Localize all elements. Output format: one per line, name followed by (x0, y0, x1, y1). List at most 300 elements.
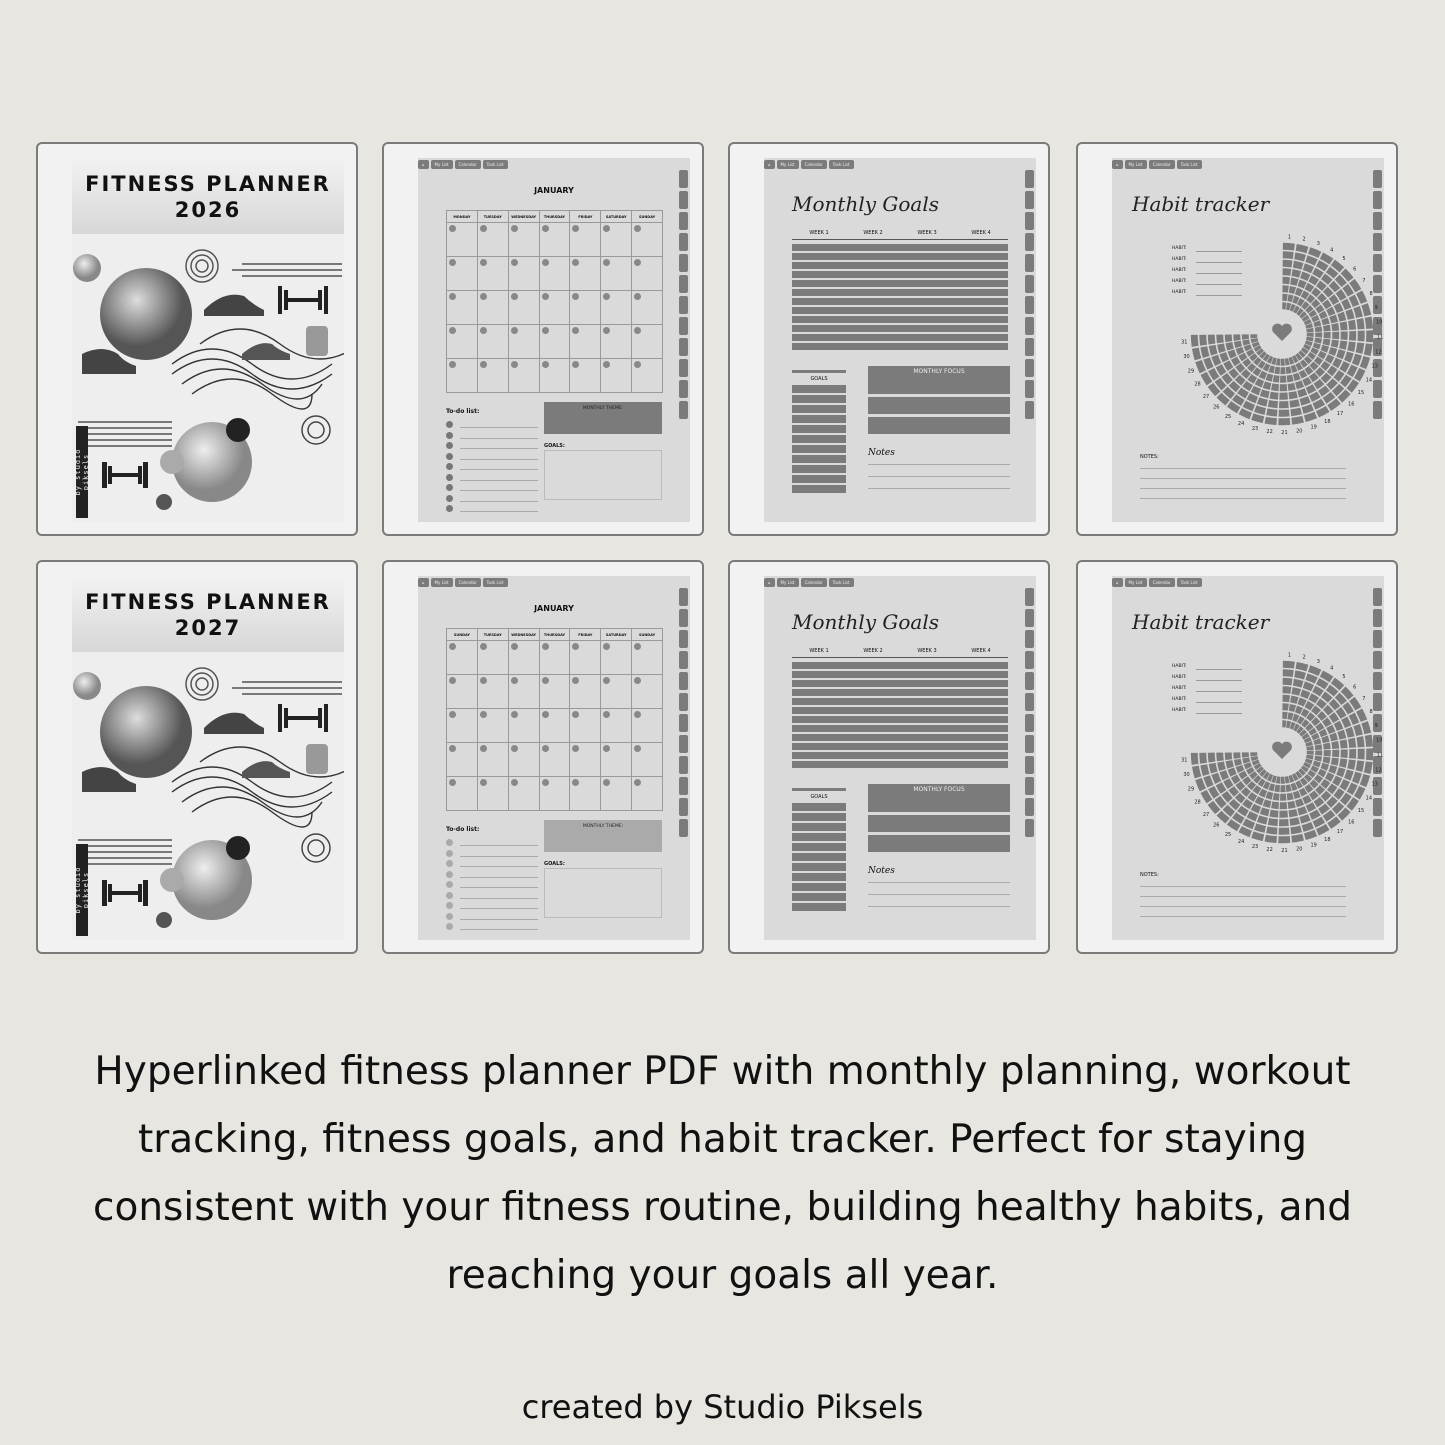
goal-row[interactable] (792, 465, 846, 473)
month-tab[interactable] (1025, 380, 1034, 398)
calendar-day-cell[interactable] (478, 325, 509, 359)
habit-cell[interactable] (1290, 696, 1298, 704)
habit-cell[interactable] (1255, 796, 1264, 805)
month-tab[interactable] (1025, 693, 1034, 711)
calendar-day-cell[interactable] (509, 359, 540, 393)
habit-cell[interactable] (1265, 417, 1277, 425)
habit-cell[interactable] (1281, 359, 1285, 366)
habit-cell[interactable] (1347, 759, 1355, 769)
monthly-goals-card-2027[interactable] (728, 560, 1050, 954)
habit-cell[interactable] (1296, 662, 1309, 671)
habit-cell[interactable] (1300, 272, 1310, 281)
goal-row[interactable] (792, 803, 846, 811)
cover-card-2027[interactable] (36, 560, 358, 954)
habit-cell[interactable] (1282, 703, 1288, 710)
checkbox-circle-icon[interactable] (446, 902, 453, 909)
habit-cell[interactable] (1282, 302, 1286, 309)
habit-cell[interactable] (1356, 760, 1365, 772)
calendar-day-cell[interactable] (570, 291, 601, 325)
habit-cell[interactable] (1274, 367, 1280, 374)
note-line[interactable] (1140, 468, 1346, 469)
habit-cell[interactable] (1280, 376, 1286, 383)
month-tab[interactable] (1025, 317, 1034, 335)
habit-cell[interactable] (1278, 836, 1290, 843)
habit-cell[interactable] (1289, 809, 1298, 817)
habit-cell[interactable] (1209, 345, 1218, 356)
my-list-nav-button[interactable]: My List (431, 578, 453, 587)
habit-cell[interactable] (1352, 772, 1362, 784)
month-tab[interactable] (1025, 212, 1034, 230)
calendar-day-cell[interactable] (570, 359, 601, 393)
habit-cell[interactable] (1208, 335, 1216, 345)
home-nav-button[interactable]: ⌂ (764, 578, 775, 587)
habit-cell[interactable] (1365, 735, 1373, 747)
weekly-goal-row[interactable] (792, 289, 1008, 296)
note-line[interactable] (868, 464, 1010, 465)
calendar-day-cell[interactable] (478, 743, 509, 777)
habit-cell[interactable] (1223, 360, 1233, 371)
goal-row[interactable] (792, 385, 846, 393)
habit-cell[interactable] (1305, 255, 1317, 265)
habit-cell[interactable] (1276, 776, 1281, 783)
habit-cell[interactable] (1279, 827, 1290, 834)
note-line[interactable] (1140, 478, 1346, 479)
habit-cell[interactable] (1291, 416, 1304, 425)
habit-cell[interactable] (1247, 393, 1258, 403)
goal-row[interactable] (792, 843, 846, 851)
habit-cell[interactable] (1279, 393, 1288, 400)
habit-cell[interactable] (1288, 383, 1296, 391)
habit-cell[interactable] (1191, 753, 1199, 765)
habit-cell[interactable] (1336, 349, 1345, 359)
month-tab[interactable] (679, 630, 688, 648)
checkbox-circle-icon[interactable] (446, 495, 453, 502)
habit-cell[interactable] (1314, 756, 1322, 762)
month-tab[interactable] (1025, 191, 1034, 209)
calendar-nav-button[interactable]: Calendar (455, 160, 481, 169)
habit-cell[interactable] (1287, 793, 1294, 801)
habit-cell[interactable] (1291, 269, 1301, 278)
calendar-day-cell[interactable] (447, 709, 478, 743)
goal-row[interactable] (792, 425, 846, 433)
habit-cell[interactable] (1279, 819, 1289, 826)
habit-cell[interactable] (1298, 698, 1307, 707)
habit-cell[interactable] (1321, 318, 1329, 326)
calendar-day-cell[interactable] (632, 675, 663, 709)
calendar-day-cell[interactable] (601, 675, 632, 709)
note-line[interactable] (868, 894, 1010, 895)
todo-item[interactable] (446, 838, 538, 848)
checkbox-circle-icon[interactable] (446, 474, 453, 481)
habit-cell[interactable] (1321, 736, 1329, 744)
habit-cell[interactable] (1191, 335, 1199, 347)
habit-cell[interactable] (1365, 317, 1373, 329)
habit-cell[interactable] (1263, 381, 1272, 390)
habit-cell[interactable] (1361, 303, 1371, 316)
habit-cell[interactable] (1289, 817, 1299, 825)
habit-cell[interactable] (1357, 749, 1364, 760)
habit-cell[interactable] (1251, 386, 1261, 396)
home-nav-button[interactable]: ⌂ (418, 578, 429, 587)
calendar-day-cell[interactable] (447, 777, 478, 811)
habit-tracker-card-2027[interactable] (1076, 560, 1398, 954)
habit-cell[interactable] (1279, 401, 1289, 408)
habit-cell[interactable] (1274, 785, 1280, 792)
month-tab[interactable] (679, 651, 688, 669)
my-list-nav-button[interactable]: My List (777, 160, 799, 169)
month-tab[interactable] (679, 338, 688, 356)
calendar-day-cell[interactable] (540, 325, 571, 359)
habit-cell[interactable] (1271, 383, 1279, 391)
goal-row[interactable] (792, 395, 846, 403)
checkbox-circle-icon[interactable] (446, 432, 453, 439)
habit-cell[interactable] (1280, 794, 1286, 801)
calendar-day-cell[interactable] (478, 223, 509, 257)
calendar-day-cell[interactable] (447, 291, 478, 325)
todo-item[interactable] (446, 849, 538, 859)
habit-cell[interactable] (1282, 285, 1288, 292)
habit-cell[interactable] (1332, 358, 1342, 368)
habit-cell[interactable] (1300, 396, 1311, 406)
habit-cell[interactable] (1280, 384, 1288, 391)
habit-cell[interactable] (1257, 815, 1268, 824)
habit-cell[interactable] (1295, 798, 1304, 807)
habit-cell[interactable] (1203, 775, 1213, 787)
habit-cell[interactable] (1315, 750, 1322, 755)
habit-cell[interactable] (1251, 831, 1264, 841)
weekly-goal-row[interactable] (792, 671, 1008, 678)
goals-box[interactable] (544, 868, 662, 918)
note-line[interactable] (868, 476, 1010, 477)
habit-cell[interactable] (1283, 695, 1291, 702)
calendar-day-cell[interactable] (570, 777, 601, 811)
habit-cell[interactable] (1226, 760, 1234, 768)
habit-cell[interactable] (1283, 251, 1294, 259)
month-tab[interactable] (1025, 819, 1034, 837)
goal-row[interactable] (792, 873, 846, 881)
habit-cell[interactable] (1348, 320, 1356, 330)
habit-cell[interactable] (1226, 342, 1234, 350)
habit-cell[interactable] (1254, 823, 1266, 832)
habit-cell[interactable] (1251, 804, 1261, 814)
checkbox-circle-icon[interactable] (446, 421, 453, 428)
month-tab[interactable] (679, 254, 688, 272)
month-tab[interactable] (1025, 630, 1034, 648)
habit-cell[interactable] (1282, 720, 1286, 727)
monthly-goals-card-2026[interactable] (728, 142, 1050, 536)
habit-cell[interactable] (1293, 261, 1304, 270)
calendar-day-cell[interactable] (478, 359, 509, 393)
month-tab[interactable] (1025, 714, 1034, 732)
habit-cell[interactable] (1296, 244, 1309, 253)
calendar-day-cell[interactable] (570, 641, 601, 675)
calendar-day-cell[interactable] (601, 359, 632, 393)
note-line[interactable] (868, 906, 1010, 907)
todo-item[interactable] (446, 922, 538, 932)
habit-cell[interactable] (1334, 303, 1344, 313)
calendar-day-cell[interactable] (509, 291, 540, 325)
habit-cell[interactable] (1329, 315, 1338, 324)
calendar-day-cell[interactable] (478, 777, 509, 811)
weekly-goal-row[interactable] (792, 262, 1008, 269)
habit-cell[interactable] (1340, 739, 1348, 748)
habit-cell[interactable] (1326, 725, 1335, 734)
habit-cell[interactable] (1303, 681, 1314, 691)
habit-cell[interactable] (1304, 830, 1317, 840)
calendar-day-cell[interactable] (632, 291, 663, 325)
habit-tracker-card-2026[interactable] (1076, 142, 1398, 536)
weekly-goal-row[interactable] (792, 343, 1008, 350)
month-tab[interactable] (1373, 609, 1382, 627)
todo-item[interactable] (446, 462, 538, 472)
habit-cell[interactable] (1328, 347, 1337, 356)
my-list-nav-button[interactable]: My List (1125, 578, 1147, 587)
calendar-day-cell[interactable] (447, 743, 478, 777)
habit-cell[interactable] (1332, 750, 1339, 758)
calendar-day-cell[interactable] (540, 257, 571, 291)
habit-cell[interactable] (1332, 332, 1339, 340)
todo-item[interactable] (446, 880, 538, 890)
habit-cell[interactable] (1283, 669, 1294, 677)
habit-cell[interactable] (1192, 766, 1201, 779)
checkbox-circle-icon[interactable] (446, 505, 453, 512)
calendar-day-cell[interactable] (447, 675, 478, 709)
habit-cell[interactable] (1315, 744, 1322, 750)
habit-cell[interactable] (1297, 388, 1307, 397)
month-tab[interactable] (679, 777, 688, 795)
habit-cell[interactable] (1289, 391, 1298, 399)
month-tab[interactable] (1025, 359, 1034, 377)
habit-cell[interactable] (1242, 339, 1250, 345)
habit-cell[interactable] (1345, 727, 1354, 738)
checkbox-circle-icon[interactable] (446, 839, 453, 846)
habit-cell[interactable] (1306, 384, 1316, 394)
calendar-day-cell[interactable] (509, 641, 540, 675)
checkbox-circle-icon[interactable] (446, 484, 453, 491)
month-tab[interactable] (1025, 170, 1034, 188)
habit-cell[interactable] (1242, 752, 1249, 757)
habit-cell[interactable] (1303, 263, 1314, 273)
habit-cell[interactable] (1352, 354, 1362, 366)
habit-cell[interactable] (1283, 243, 1295, 251)
focus-row[interactable] (868, 815, 1010, 832)
checkbox-circle-icon[interactable] (446, 850, 453, 857)
goal-row[interactable] (792, 903, 846, 911)
habit-cell[interactable] (1289, 399, 1299, 407)
habit-cell[interactable] (1266, 791, 1274, 799)
habit-cell[interactable] (1289, 286, 1296, 294)
habit-cell[interactable] (1344, 770, 1354, 781)
calendar-day-cell[interactable] (509, 325, 540, 359)
my-list-nav-button[interactable]: My List (431, 160, 453, 169)
habit-cell[interactable] (1337, 312, 1346, 322)
habit-cell[interactable] (1290, 278, 1298, 286)
weekly-goal-row[interactable] (792, 307, 1008, 314)
weekly-goal-row[interactable] (792, 707, 1008, 714)
checkbox-circle-icon[interactable] (446, 913, 453, 920)
habit-cell[interactable] (1268, 818, 1278, 826)
habit-cell[interactable] (1233, 334, 1240, 340)
calendar-nav-button[interactable]: Calendar (1149, 160, 1175, 169)
calendar-day-cell[interactable] (632, 709, 663, 743)
todo-item[interactable] (446, 473, 538, 483)
habit-cell[interactable] (1225, 753, 1232, 761)
habit-cell[interactable] (1356, 342, 1365, 354)
month-tab[interactable] (679, 380, 688, 398)
home-nav-button[interactable]: ⌂ (1112, 160, 1123, 169)
habit-cell[interactable] (1199, 335, 1207, 346)
weekly-goal-row[interactable] (792, 734, 1008, 741)
habit-cell[interactable] (1283, 260, 1293, 268)
todo-item[interactable] (446, 452, 538, 462)
habit-cell[interactable] (1228, 350, 1237, 359)
calendar-nav-button[interactable]: Calendar (1149, 578, 1175, 587)
habit-cell[interactable] (1332, 776, 1342, 786)
habit-cell[interactable] (1302, 822, 1314, 832)
habit-cell[interactable] (1269, 392, 1278, 400)
todo-item[interactable] (446, 431, 538, 441)
habit-cell[interactable] (1341, 331, 1348, 340)
habit-cell[interactable] (1276, 358, 1281, 365)
habit-cell[interactable] (1323, 325, 1331, 332)
habit-cell[interactable] (1315, 332, 1322, 337)
habit-cell[interactable] (1289, 704, 1296, 712)
month-tab[interactable] (1025, 672, 1034, 690)
habit-cell[interactable] (1266, 826, 1277, 834)
task-list-nav-button[interactable]: Task List (829, 578, 854, 587)
habit-cell[interactable] (1323, 743, 1331, 750)
calendar-day-cell[interactable] (570, 675, 601, 709)
calendar-card-2026[interactable] (382, 142, 704, 536)
calendar-day-cell[interactable] (540, 743, 571, 777)
habit-cell[interactable] (1348, 738, 1356, 748)
calendar-day-cell[interactable] (570, 743, 601, 777)
habit-cell[interactable] (1344, 352, 1354, 363)
habit-cell[interactable] (1233, 752, 1240, 758)
habit-cell[interactable] (1250, 334, 1257, 338)
note-line[interactable] (1140, 498, 1346, 499)
habit-cell[interactable] (1349, 749, 1356, 759)
weekly-goal-row[interactable] (792, 743, 1008, 750)
goal-row[interactable] (792, 475, 846, 483)
calendar-day-cell[interactable] (601, 777, 632, 811)
habit-cell[interactable] (1223, 778, 1233, 789)
calendar-day-cell[interactable] (601, 291, 632, 325)
checkbox-circle-icon[interactable] (446, 860, 453, 867)
calendar-day-cell[interactable] (447, 223, 478, 257)
habit-cell[interactable] (1341, 299, 1351, 310)
goal-row[interactable] (792, 445, 846, 453)
note-line[interactable] (1140, 488, 1346, 489)
calendar-day-cell[interactable] (447, 257, 478, 291)
calendar-day-cell[interactable] (601, 325, 632, 359)
focus-row[interactable] (868, 377, 1010, 394)
habit-cell[interactable] (1286, 366, 1292, 374)
note-line[interactable] (1140, 896, 1346, 897)
habit-cell[interactable] (1331, 323, 1339, 331)
habit-cell[interactable] (1323, 757, 1331, 764)
habit-cell[interactable] (1306, 328, 1313, 333)
month-tab[interactable] (1025, 609, 1034, 627)
habit-cell[interactable] (1328, 765, 1337, 774)
todo-item[interactable] (446, 891, 538, 901)
habit-cell[interactable] (1329, 733, 1338, 742)
month-tab[interactable] (1025, 735, 1034, 753)
calendar-day-cell[interactable] (540, 709, 571, 743)
calendar-day-cell[interactable] (540, 223, 571, 257)
habit-cell[interactable] (1315, 326, 1322, 332)
month-tab[interactable] (1373, 170, 1382, 188)
habit-cell[interactable] (1287, 712, 1293, 720)
habit-cell[interactable] (1288, 801, 1296, 809)
habit-cell[interactable] (1300, 814, 1311, 824)
calendar-day-cell[interactable] (601, 641, 632, 675)
habit-cell[interactable] (1220, 352, 1229, 362)
habit-cell[interactable] (1287, 375, 1294, 383)
habit-cell[interactable] (1273, 375, 1280, 383)
calendar-day-cell[interactable] (632, 257, 663, 291)
habit-cell[interactable] (1305, 673, 1317, 683)
weekly-goal-row[interactable] (792, 680, 1008, 687)
goal-row[interactable] (792, 813, 846, 821)
goal-row[interactable] (792, 405, 846, 413)
habit-cell[interactable] (1280, 785, 1285, 792)
calendar-day-cell[interactable] (540, 291, 571, 325)
monthly-theme-box[interactable] (544, 820, 662, 852)
task-list-nav-button[interactable]: Task List (1177, 578, 1202, 587)
habit-cell[interactable] (1324, 332, 1331, 338)
weekly-goal-row[interactable] (792, 752, 1008, 759)
calendar-day-cell[interactable] (447, 359, 478, 393)
todo-item[interactable] (446, 912, 538, 922)
calendar-day-cell[interactable] (570, 325, 601, 359)
habit-cell[interactable] (1334, 721, 1344, 731)
habit-cell[interactable] (1283, 277, 1291, 284)
habit-cell[interactable] (1217, 761, 1226, 771)
habit-cell[interactable] (1345, 309, 1354, 320)
habit-cell[interactable] (1341, 717, 1351, 728)
month-tab[interactable] (679, 233, 688, 251)
focus-row[interactable] (868, 835, 1010, 852)
month-tab[interactable] (1373, 630, 1382, 648)
habit-cell[interactable] (1336, 767, 1345, 777)
month-tab[interactable] (1373, 212, 1382, 230)
habit-cell[interactable] (1364, 343, 1373, 356)
calendar-day-cell[interactable] (540, 675, 571, 709)
month-tab[interactable] (679, 359, 688, 377)
habit-cell[interactable] (1308, 693, 1319, 703)
month-tab[interactable] (1373, 588, 1382, 606)
month-tab[interactable] (679, 714, 688, 732)
home-nav-button[interactable]: ⌂ (418, 160, 429, 169)
habit-cell[interactable] (1308, 275, 1319, 285)
habit-cell[interactable] (1337, 730, 1346, 740)
month-tab[interactable] (1025, 338, 1034, 356)
todo-item[interactable] (446, 494, 538, 504)
habit-cell[interactable] (1295, 380, 1304, 389)
calendar-nav-button[interactable]: Calendar (801, 578, 827, 587)
habit-cell[interactable] (1251, 413, 1264, 423)
calendar-day-cell[interactable] (509, 675, 540, 709)
habit-cell[interactable] (1306, 802, 1316, 812)
focus-row[interactable] (868, 795, 1010, 812)
habit-cell[interactable] (1353, 724, 1362, 736)
goal-row[interactable] (792, 485, 846, 493)
habit-cell[interactable] (1326, 307, 1335, 316)
weekly-goal-row[interactable] (792, 761, 1008, 768)
habit-cell[interactable] (1211, 355, 1221, 366)
habit-cell[interactable] (1291, 687, 1301, 696)
